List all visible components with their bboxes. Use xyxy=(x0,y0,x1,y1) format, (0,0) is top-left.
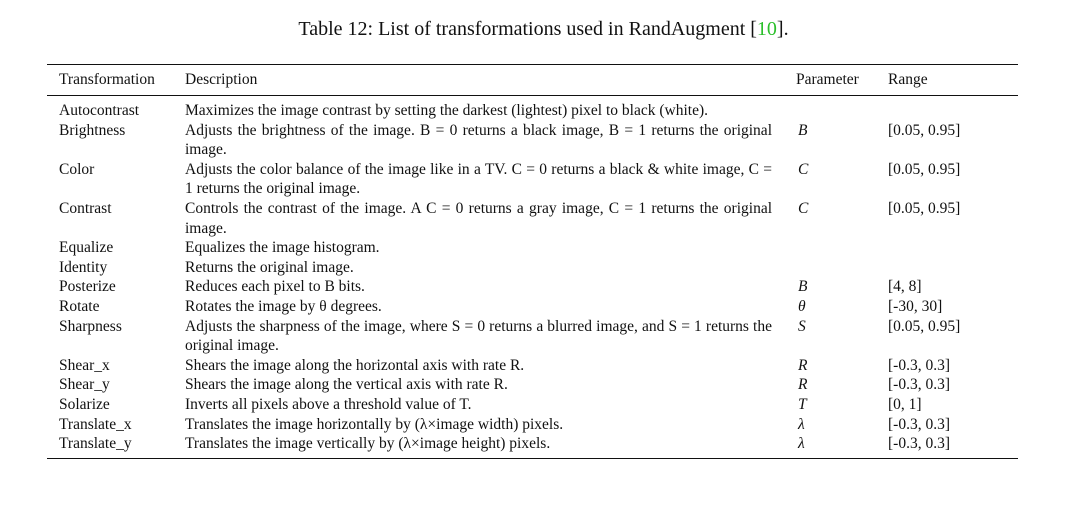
row-description: Equalizes the image histogram. xyxy=(185,239,380,257)
header-parameter: Parameter xyxy=(796,71,859,88)
row-name: Color xyxy=(59,160,95,178)
row-description: Shears the image along the vertical axis with rate R. xyxy=(185,376,508,394)
table-row xyxy=(47,277,1018,297)
table-body xyxy=(47,96,1018,459)
row-parameter xyxy=(796,238,888,258)
row-range: [-0.3, 0.3] xyxy=(888,376,950,394)
transformations-table-container xyxy=(47,64,1018,459)
citation-link[interactable]: 10 xyxy=(756,18,777,40)
row-parameter: λ xyxy=(798,415,805,433)
row-range: [-0.3, 0.3] xyxy=(888,415,950,433)
row-range: [-0.3, 0.3] xyxy=(888,435,950,453)
table-row xyxy=(47,160,1018,199)
row-description: Reduces each pixel to B bits. xyxy=(185,278,365,296)
row-range: [0, 1] xyxy=(888,395,922,413)
table-row xyxy=(47,395,1018,415)
row-description: Adjusts the brightness of the image. B = 0 returns a black image, B = 1 returns the original image. xyxy=(185,121,772,159)
header-range: Range xyxy=(888,71,928,88)
table-row xyxy=(47,415,1018,435)
row-name: Autocontrast xyxy=(59,102,140,119)
row-range: [0.05, 0.95] xyxy=(888,317,961,335)
row-description: Controls the contrast of the image. A C = 0 returns a gray image, C = 1 returns the original image. xyxy=(185,199,772,237)
row-description: Shears the image along the horizontal axis with rate R. xyxy=(185,356,525,374)
row-range: [4, 8] xyxy=(888,278,922,296)
row-range: [0.05, 0.95] xyxy=(888,199,961,217)
row-parameter: θ xyxy=(798,297,806,315)
row-name: Posterize xyxy=(59,278,116,296)
row-parameter: T xyxy=(798,395,807,413)
row-range: [0.05, 0.95] xyxy=(888,160,961,178)
caption-suffix: ]. xyxy=(776,18,789,40)
row-name: Equalize xyxy=(59,239,114,257)
row-range xyxy=(888,258,1018,278)
table-row xyxy=(47,199,1018,238)
row-name: Solarize xyxy=(59,395,110,413)
row-description: Adjusts the sharpness of the image, where S = 0 returns a blurred image, and S = 1 returns the original image. xyxy=(185,317,772,355)
row-parameter: λ xyxy=(798,435,805,453)
row-parameter: B xyxy=(798,121,808,139)
row-range xyxy=(888,96,1018,121)
row-name: Rotate xyxy=(59,297,100,315)
row-parameter: C xyxy=(798,160,809,178)
header-transformation: Transformation xyxy=(59,71,155,88)
row-description: Rotates the image by θ degrees. xyxy=(185,297,382,315)
caption-prefix: Table 12: List of transformations used in RandAugment [ xyxy=(298,18,757,40)
table-row xyxy=(47,317,1018,356)
row-parameter: B xyxy=(798,278,808,296)
table-row xyxy=(47,434,1018,458)
row-range xyxy=(888,238,1018,258)
table-row xyxy=(47,258,1018,278)
row-description: Adjusts the color balance of the image like in a TV. C = 0 returns a black & white image, C = 1 returns the original image. xyxy=(185,160,772,198)
row-range: [-0.3, 0.3] xyxy=(888,356,950,374)
table-row xyxy=(47,238,1018,258)
table-row xyxy=(47,375,1018,395)
row-name: Sharpness xyxy=(59,317,122,335)
row-parameter: C xyxy=(798,199,809,217)
header-description: Description xyxy=(185,71,258,88)
table-row xyxy=(47,356,1018,376)
row-description: Translates the image horizontally by (λ×image width) pixels. xyxy=(185,415,564,433)
row-name: Translate_x xyxy=(59,415,132,433)
table-row xyxy=(47,96,1018,121)
row-name: Shear_x xyxy=(59,356,110,374)
row-parameter xyxy=(796,258,888,278)
table-row xyxy=(47,121,1018,160)
row-description: Maximizes the image contrast by setting the darkest (lightest) pixel to black (white). xyxy=(185,102,708,119)
transformations-table xyxy=(47,64,1018,459)
row-name: Contrast xyxy=(59,199,112,217)
row-name: Identity xyxy=(59,258,108,276)
table-row xyxy=(47,297,1018,317)
row-description: Returns the original image. xyxy=(185,258,354,276)
row-parameter xyxy=(796,96,888,121)
row-name: Translate_y xyxy=(59,435,132,453)
row-parameter: R xyxy=(798,376,808,394)
row-parameter: R xyxy=(798,356,808,374)
table-caption xyxy=(0,16,1087,42)
row-name: Brightness xyxy=(59,121,126,139)
row-name: Shear_y xyxy=(59,376,110,394)
table-header-row xyxy=(47,65,1018,96)
row-range: [0.05, 0.95] xyxy=(888,121,961,139)
row-description: Translates the image vertically by (λ×image height) pixels. xyxy=(185,435,551,453)
row-range: [-30, 30] xyxy=(888,297,943,315)
row-description: Inverts all pixels above a threshold value of T. xyxy=(185,395,472,413)
row-parameter: S xyxy=(798,317,806,335)
